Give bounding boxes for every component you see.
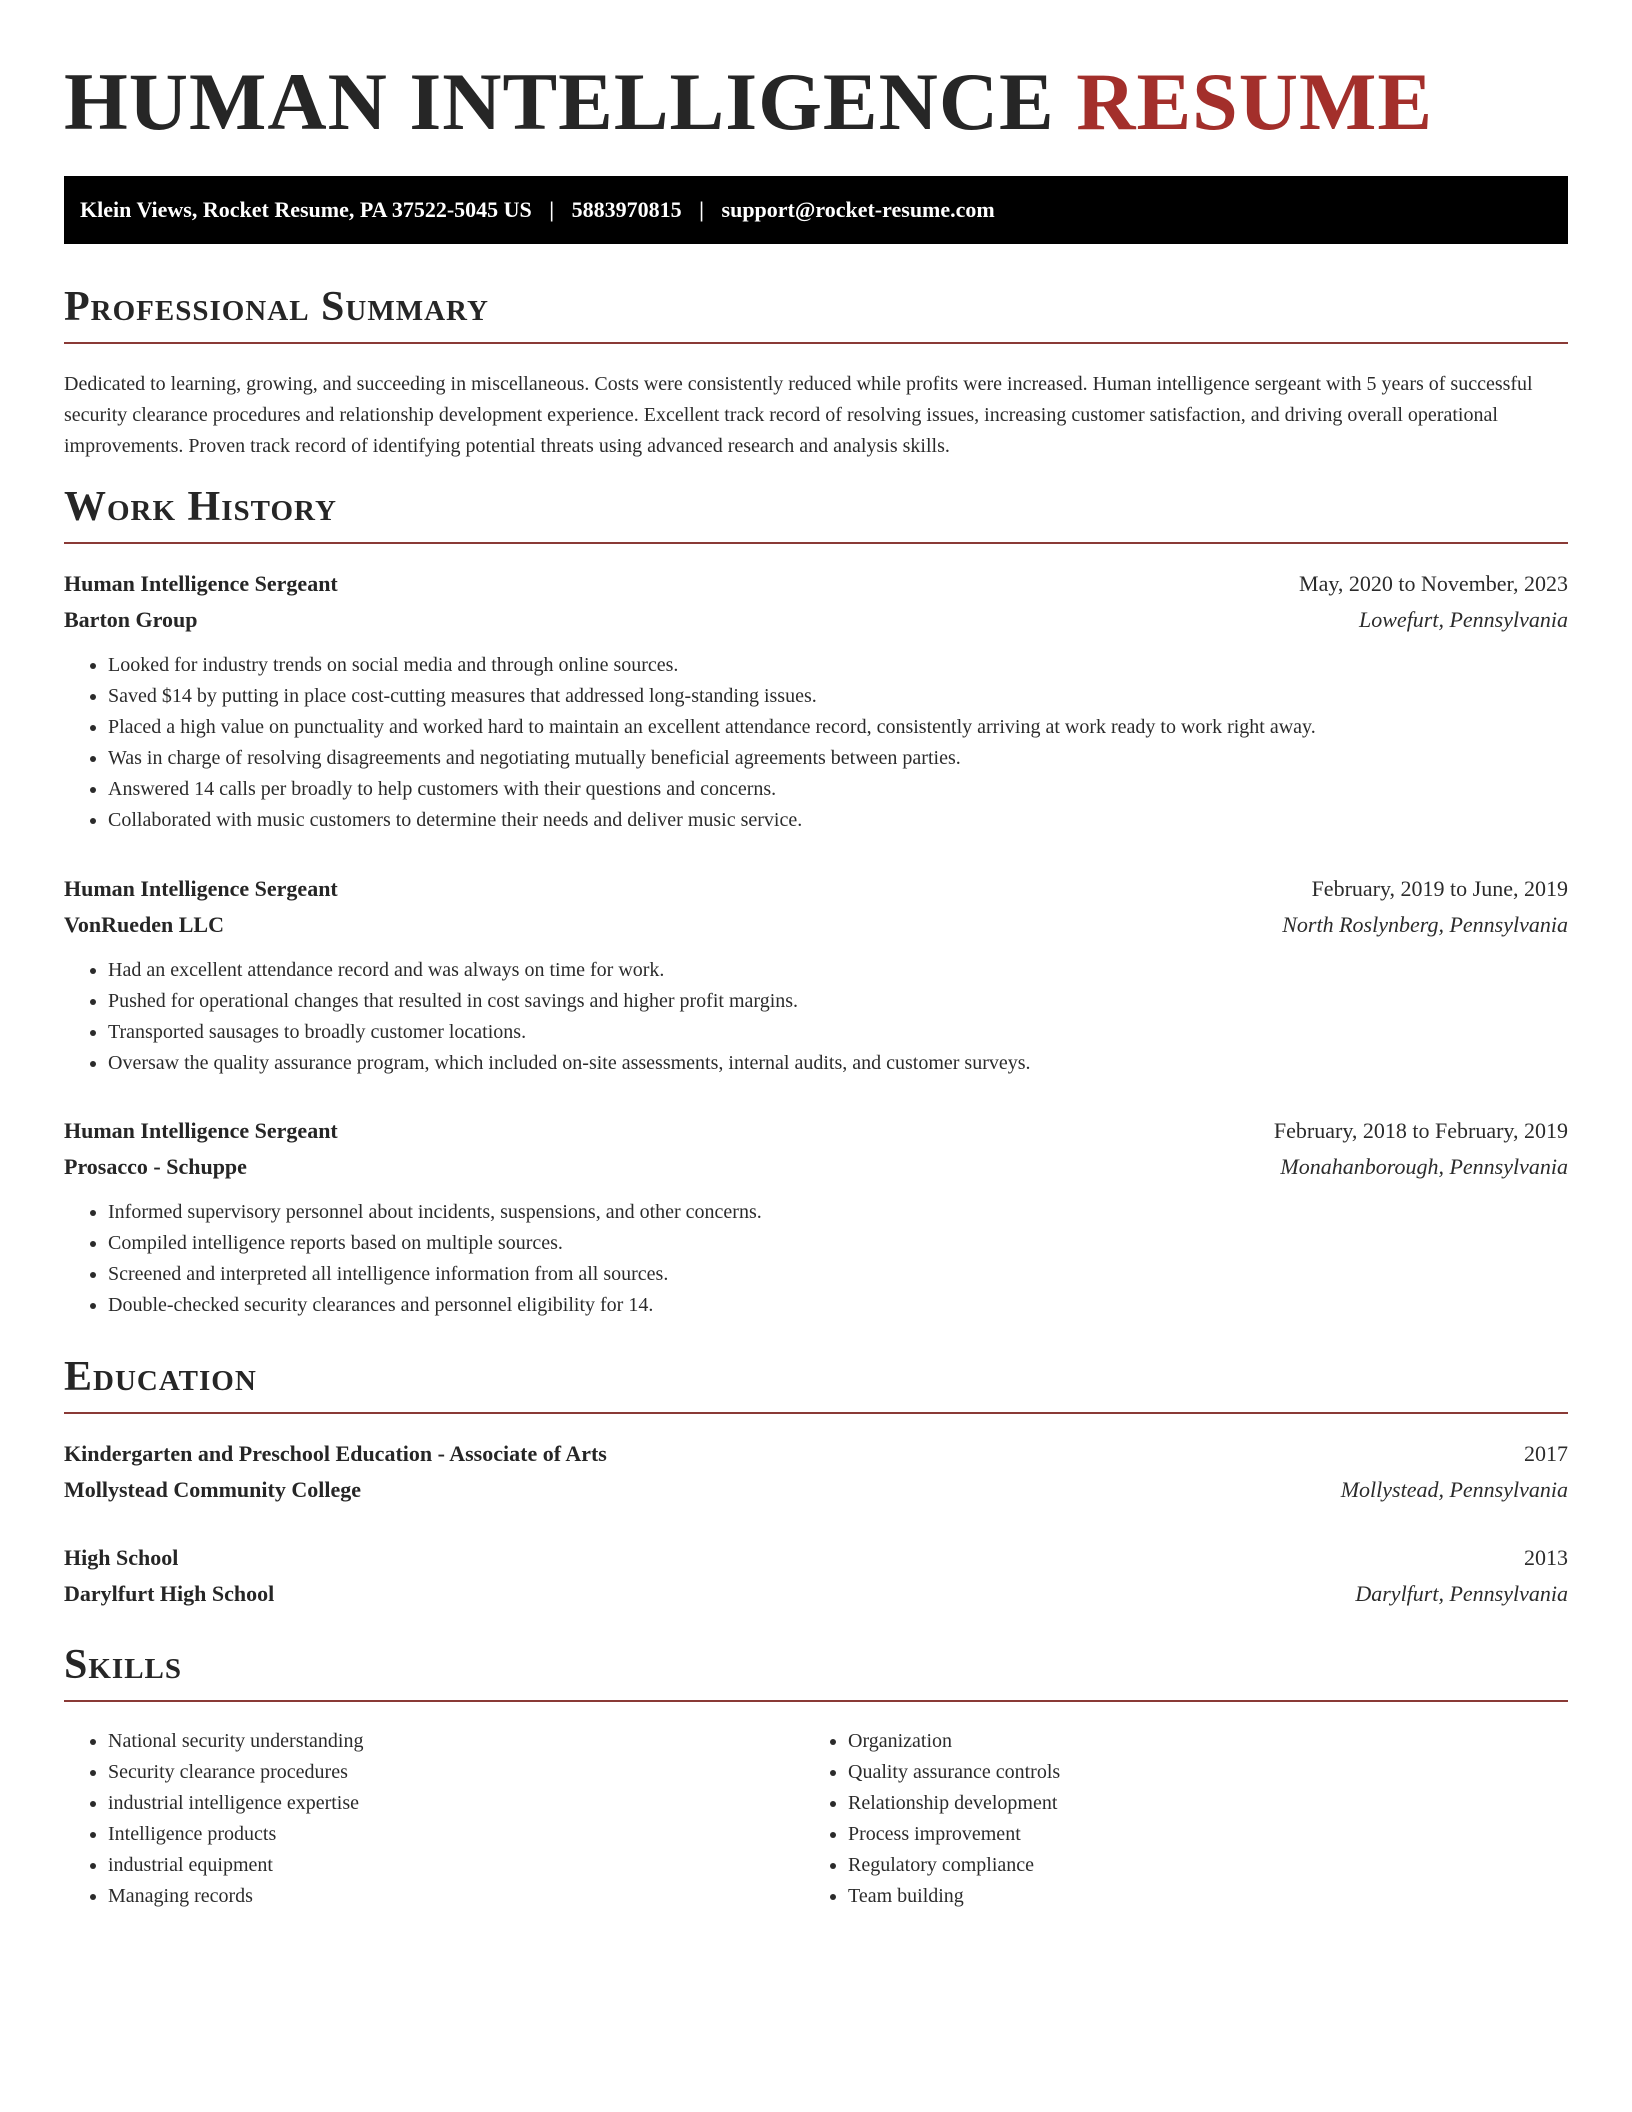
job-dates: February, 2019 to June, 2019 — [1311, 876, 1568, 901]
job-entry — [64, 871, 1568, 1079]
skill-item: • industrial equipment — [108, 1850, 804, 1881]
job-bullet: • Answered 14 calls per broadly to help customers with their questions and concerns. — [108, 774, 1568, 805]
job-location: Lowefurt, Pennsylvania — [1359, 607, 1568, 632]
job-location: Monahanborough, Pennsylvania — [1280, 1154, 1568, 1179]
skill-item: • Process improvement — [848, 1819, 1544, 1850]
job-bullet: • Double-checked security clearances and personnel eligibility for 14. — [108, 1290, 1568, 1321]
job-bullet: • Pushed for operational changes that resulted in cost savings and higher profit margins. — [108, 986, 1568, 1017]
education-school: Mollystead Community College — [64, 1477, 361, 1502]
education-subheader — [64, 1576, 1568, 1612]
contact-separator: | — [699, 197, 705, 222]
job-bullet: • Placed a high value on punctuality and worked hard to maintain an excellent attendance record, consistently arriving at work ready to work right away. — [108, 712, 1568, 743]
job-entry — [64, 1113, 1568, 1321]
skill-item: • National security understanding — [108, 1726, 804, 1757]
education-year: 2017 — [1524, 1441, 1568, 1466]
summary-text: Dedicated to learning, growing, and succeeding in miscellaneous. Costs were consistently reduced while profits were increased. Human intelligence sergeant with 5 years of successful security clearance procedures and relationship development experience. Excellent track record of resolving issues, increasing customer satisfaction, and driving overall operational improvements. Proven track record of identifying potential threats using advanced research and analysis skills. — [64, 373, 1533, 457]
contact-address: Klein Views, Rocket Resume, PA 37522-5045 US — [80, 197, 532, 222]
job-dates: May, 2020 to November, 2023 — [1299, 571, 1568, 596]
job-bullet: • Looked for industry trends on social media and through online sources. — [108, 650, 1568, 681]
education-location: Darylfurt, Pennsylvania — [1355, 1581, 1568, 1606]
job-company: VonRueden LLC — [64, 912, 224, 937]
resume-title — [64, 52, 1433, 152]
job-bullets — [64, 955, 1568, 1079]
skill-item: • Quality assurance controls — [848, 1757, 1544, 1788]
skill-item: • Team building — [848, 1881, 1544, 1912]
work-history-heading: Work History — [64, 482, 1568, 544]
job-subheader — [64, 907, 1568, 943]
skill-item: • industrial intelligence expertise — [108, 1788, 804, 1819]
job-bullets — [64, 650, 1568, 836]
skill-item: • Security clearance procedures — [108, 1757, 804, 1788]
education-degree: High School — [64, 1545, 179, 1570]
education-subheader — [64, 1472, 1568, 1508]
job-entry — [64, 566, 1568, 836]
education-year: 2013 — [1524, 1545, 1568, 1570]
education-header — [64, 1436, 1568, 1472]
job-subheader — [64, 602, 1568, 638]
skill-item: • Managing records — [108, 1881, 804, 1912]
job-title: Human Intelligence Sergeant — [64, 876, 338, 901]
job-bullet: • Informed supervisory personnel about incidents, suspensions, and other concerns. — [108, 1197, 1568, 1228]
education-location: Mollystead, Pennsylvania — [1340, 1477, 1568, 1502]
job-company: Prosacco - Schuppe — [64, 1154, 247, 1179]
skills-list — [64, 1726, 1568, 1912]
job-subheader — [64, 1149, 1568, 1185]
job-bullet: • Saved $14 by putting in place cost-cutting measures that addressed long-standing issues. — [108, 681, 1568, 712]
job-header — [64, 566, 1568, 602]
job-location: North Roslynberg, Pennsylvania — [1282, 912, 1568, 937]
job-bullet: • Oversaw the quality assurance program, which included on-site assessments, internal audits, and customer surveys. — [108, 1048, 1568, 1079]
resume-title-main: HUMAN INTELLIGENCE — [64, 56, 1055, 147]
education-degree: Kindergarten and Preschool Education - Associate of Arts — [64, 1441, 607, 1466]
job-dates: February, 2018 to February, 2019 — [1273, 1118, 1568, 1143]
job-title: Human Intelligence Sergeant — [64, 1118, 338, 1143]
education-entry — [64, 1540, 1568, 1612]
job-bullet: • Collaborated with music customers to determine their needs and deliver music service. — [108, 805, 1568, 836]
skill-item: • Regulatory compliance — [848, 1850, 1544, 1881]
resume-title-accent: RESUME — [1076, 56, 1434, 147]
job-bullets — [64, 1197, 1568, 1321]
job-title: Human Intelligence Sergeant — [64, 571, 338, 596]
job-header — [64, 1113, 1568, 1149]
job-bullet: • Was in charge of resolving disagreements and negotiating mutually beneficial agreements between parties. — [108, 743, 1568, 774]
contact-bar — [64, 176, 1568, 244]
skills-heading: Skills — [64, 1640, 1568, 1702]
skill-item: • Organization — [848, 1726, 1544, 1757]
contact-separator: | — [549, 197, 555, 222]
job-header — [64, 871, 1568, 907]
skills-column-right — [804, 1726, 1544, 1912]
skill-item: • Relationship development — [848, 1788, 1544, 1819]
skills-column-left — [64, 1726, 804, 1912]
education-school: Darylfurt High School — [64, 1581, 275, 1606]
job-company: Barton Group — [64, 607, 198, 632]
summary-heading: Professional Summary — [64, 282, 1568, 344]
education-entry — [64, 1436, 1568, 1508]
contact-email: support@rocket-resume.com — [721, 197, 995, 222]
education-heading: Education — [64, 1352, 1568, 1414]
job-bullet: • Compiled intelligence reports based on multiple sources. — [108, 1228, 1568, 1259]
job-bullet: • Screened and interpreted all intelligence information from all sources. — [108, 1259, 1568, 1290]
contact-phone: 5883970815 — [571, 197, 682, 222]
skill-item: • Intelligence products — [108, 1819, 804, 1850]
job-bullet: • Transported sausages to broadly customer locations. — [108, 1017, 1568, 1048]
education-header — [64, 1540, 1568, 1576]
job-bullet: • Had an excellent attendance record and was always on time for work. — [108, 955, 1568, 986]
